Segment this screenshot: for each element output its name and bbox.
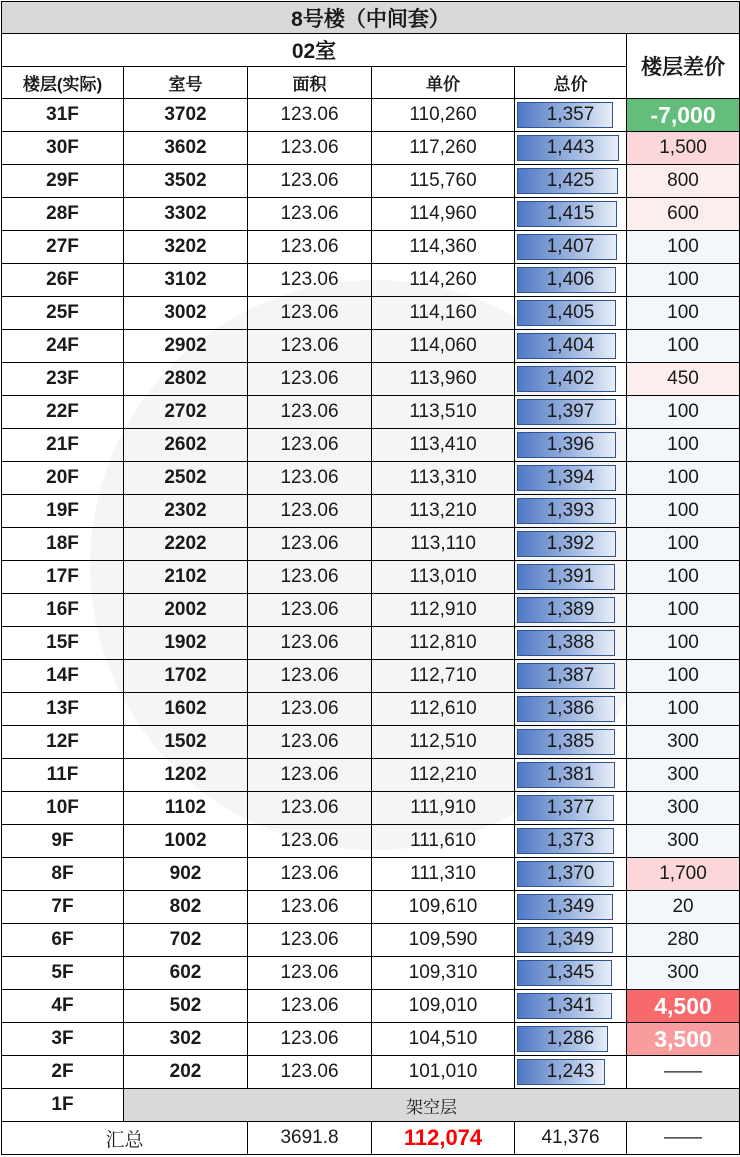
total-price-cell — [515, 759, 627, 792]
total-price-value: 1,396 — [546, 434, 595, 455]
total-price-cell — [515, 990, 627, 1023]
area-cell: 123.06 — [248, 528, 372, 561]
unit-price-cell: 104,510 — [372, 1023, 515, 1056]
total-price-cell — [515, 165, 627, 198]
floor-diff-header: 楼层差价 — [627, 34, 740, 99]
unit-price-cell: 114,960 — [372, 198, 515, 231]
room-cell: 702 — [124, 924, 248, 957]
total-price-cell — [515, 660, 627, 693]
area-cell: 123.06 — [248, 264, 372, 297]
room-cell: 502 — [124, 990, 248, 1023]
floor-diff-cell: 600 — [627, 198, 740, 231]
area-cell: 123.06 — [248, 231, 372, 264]
room-cell: 1902 — [124, 627, 248, 660]
table-row — [2, 825, 740, 858]
floor-cell: 31F — [2, 99, 124, 132]
area-cell: 123.06 — [248, 858, 372, 891]
area-cell: 123.06 — [248, 759, 372, 792]
total-price-value: 1,387 — [546, 665, 595, 686]
table-row — [2, 891, 740, 924]
unit-price-cell: 114,160 — [372, 297, 515, 330]
room-cell: 2302 — [124, 495, 248, 528]
room-cell: 1502 — [124, 726, 248, 759]
area-cell: 123.06 — [248, 1023, 372, 1056]
unit-price-cell: 113,310 — [372, 462, 515, 495]
floor-diff-cell: 3,500 — [627, 1023, 740, 1056]
table-row — [2, 858, 740, 891]
floor-diff-cell: 100 — [627, 495, 740, 528]
floor-diff-cell: 100 — [627, 561, 740, 594]
floor-diff-cell: 100 — [627, 264, 740, 297]
floor-diff-cell: 100 — [627, 660, 740, 693]
total-price-cell — [515, 462, 627, 495]
floor-diff-cell: 100 — [627, 330, 740, 363]
unit-price-cell: 114,360 — [372, 231, 515, 264]
room-cell: 1602 — [124, 693, 248, 726]
table-title: 8号楼（中间套） — [2, 2, 740, 34]
unit-price-cell: 110,260 — [372, 99, 515, 132]
total-price-value: 1,415 — [546, 203, 595, 224]
floor-cell: 13F — [2, 693, 124, 726]
table-row — [2, 297, 740, 330]
price-table — [1, 1, 740, 1155]
total-price-cell — [515, 330, 627, 363]
total-label: 汇总 — [2, 1122, 248, 1155]
table-row — [2, 660, 740, 693]
total-price-cell — [515, 363, 627, 396]
room-cell: 302 — [124, 1023, 248, 1056]
total-price-cell — [515, 297, 627, 330]
total-price-value: 1,405 — [546, 302, 595, 323]
total-price-cell — [515, 858, 627, 891]
unit-price-cell: 113,410 — [372, 429, 515, 462]
area-cell: 123.06 — [248, 198, 372, 231]
unit-price-cell: 112,210 — [372, 759, 515, 792]
unit-price-cell: 111,310 — [372, 858, 515, 891]
area-cell: 123.06 — [248, 297, 372, 330]
area-cell: 123.06 — [248, 924, 372, 957]
table-row — [2, 1023, 740, 1056]
total-row — [2, 1122, 740, 1155]
table-row — [2, 264, 740, 297]
total-price-cell — [515, 891, 627, 924]
area-header: 面积 — [248, 67, 372, 99]
area-cell: 123.06 — [248, 330, 372, 363]
table-row — [2, 165, 740, 198]
total-price-value: 1,425 — [546, 170, 595, 191]
table-row — [2, 792, 740, 825]
room-cell: 202 — [124, 1056, 248, 1089]
area-cell: 123.06 — [248, 957, 372, 990]
total-price-cell — [515, 132, 627, 165]
table-row — [2, 528, 740, 561]
floor-cell: 5F — [2, 957, 124, 990]
total-price-value: 1,349 — [546, 896, 595, 917]
area-cell: 123.06 — [248, 99, 372, 132]
total-price-value: 1,388 — [546, 632, 595, 653]
room-cell: 3202 — [124, 231, 248, 264]
floor-cell: 15F — [2, 627, 124, 660]
room-cell: 3602 — [124, 132, 248, 165]
total-price-cell — [515, 561, 627, 594]
unit-price-cell: 115,760 — [372, 165, 515, 198]
unit-price-cell: 112,810 — [372, 627, 515, 660]
floor-cell: 9F — [2, 825, 124, 858]
floor-diff-cell: 1,500 — [627, 132, 740, 165]
total-price-value: 1,341 — [546, 995, 595, 1016]
floor-cell: 27F — [2, 231, 124, 264]
unit-price-cell: 109,590 — [372, 924, 515, 957]
total-price-value: 1,402 — [546, 368, 595, 389]
floor-cell: 19F — [2, 495, 124, 528]
table-row — [2, 759, 740, 792]
unit-price-cell: 101,010 — [372, 1056, 515, 1089]
total-sum: 41,376 — [515, 1122, 627, 1155]
area-cell: 123.06 — [248, 165, 372, 198]
table-row — [2, 429, 740, 462]
floor-diff-cell: 300 — [627, 792, 740, 825]
total-price-cell — [515, 627, 627, 660]
floor-cell: 21F — [2, 429, 124, 462]
total-price-cell — [515, 528, 627, 561]
floor-header: 楼层(实际) — [2, 67, 124, 99]
floor-cell: 11F — [2, 759, 124, 792]
area-cell: 123.06 — [248, 825, 372, 858]
floor-diff-cell: 300 — [627, 759, 740, 792]
table-row — [2, 99, 740, 132]
unit-price-cell: 113,960 — [372, 363, 515, 396]
floor-cell: 2F — [2, 1056, 124, 1089]
floor-cell: 20F — [2, 462, 124, 495]
room-cell: 2502 — [124, 462, 248, 495]
unit-price-cell: 113,110 — [372, 528, 515, 561]
area-cell: 123.06 — [248, 396, 372, 429]
total-price-cell — [515, 594, 627, 627]
total-price-cell — [515, 198, 627, 231]
total-price-cell — [515, 495, 627, 528]
floor-diff-cell: 100 — [627, 396, 740, 429]
total-price-value: 1,394 — [546, 467, 595, 488]
room-cell: 3502 — [124, 165, 248, 198]
table-row — [2, 198, 740, 231]
area-cell: 123.06 — [248, 1056, 372, 1089]
floor-diff-cell: 300 — [627, 957, 740, 990]
room-cell: 3002 — [124, 297, 248, 330]
room-cell: 2102 — [124, 561, 248, 594]
total-price-value: 1,370 — [546, 863, 595, 884]
table-row — [2, 1089, 740, 1122]
total-price-value: 1,373 — [546, 830, 595, 851]
total-price-value: 1,406 — [546, 269, 595, 290]
total-price-cell — [515, 825, 627, 858]
area-cell: 123.06 — [248, 462, 372, 495]
floor-cell: 23F — [2, 363, 124, 396]
floor-cell: 17F — [2, 561, 124, 594]
room-cell: 3702 — [124, 99, 248, 132]
total-price-cell — [515, 429, 627, 462]
floor-diff-cell: 300 — [627, 726, 740, 759]
total-price-cell — [515, 693, 627, 726]
floor-cell: 6F — [2, 924, 124, 957]
table-row — [2, 132, 740, 165]
floor-cell: 30F — [2, 132, 124, 165]
total-price-value: 1,404 — [546, 335, 595, 356]
floor-cell: 24F — [2, 330, 124, 363]
unit-price-cell: 111,610 — [372, 825, 515, 858]
floor-cell: 29F — [2, 165, 124, 198]
unit-price-cell: 114,060 — [372, 330, 515, 363]
floor-diff-cell: 100 — [627, 528, 740, 561]
floor-diff-cell: 100 — [627, 594, 740, 627]
total-area: 3691.8 — [248, 1122, 372, 1155]
total-price-header: 总价 — [515, 67, 627, 99]
floor-diff-cell: 1,700 — [627, 858, 740, 891]
floor-cell: 8F — [2, 858, 124, 891]
area-cell: 123.06 — [248, 660, 372, 693]
unit-price-cell: 113,210 — [372, 495, 515, 528]
room-cell: 1702 — [124, 660, 248, 693]
area-cell: 123.06 — [248, 495, 372, 528]
table-row — [2, 561, 740, 594]
unit-price-header: 单价 — [372, 67, 515, 99]
unit-price-cell: 112,910 — [372, 594, 515, 627]
floor-diff-cell: 100 — [627, 429, 740, 462]
floor-cell: 28F — [2, 198, 124, 231]
table-row — [2, 627, 740, 660]
table-row — [2, 594, 740, 627]
unit-price-cell: 113,510 — [372, 396, 515, 429]
total-price-value: 1,386 — [546, 698, 595, 719]
floor-cell: 26F — [2, 264, 124, 297]
empty-floor-label: 架空层 — [124, 1089, 740, 1122]
room-cell: 1102 — [124, 792, 248, 825]
floor-cell: 25F — [2, 297, 124, 330]
total-price-value: 1,397 — [546, 401, 595, 422]
total-price-value: 1,357 — [546, 104, 595, 125]
room-cell: 1002 — [124, 825, 248, 858]
floor-diff-cell: 280 — [627, 924, 740, 957]
total-price-cell — [515, 1056, 627, 1089]
table-row — [2, 363, 740, 396]
average-unit-price: 112,074 — [372, 1122, 515, 1155]
total-price-value: 1,349 — [546, 929, 595, 950]
floor-diff-cell: 4,500 — [627, 990, 740, 1023]
total-price-value: 1,391 — [546, 566, 595, 587]
room-subtitle: 02室 — [2, 34, 627, 67]
room-cell: 802 — [124, 891, 248, 924]
room-cell: 2902 — [124, 330, 248, 363]
table-row — [2, 693, 740, 726]
floor-diff-cell: —— — [627, 1056, 740, 1089]
total-price-value: 1,389 — [546, 599, 595, 620]
unit-price-cell: 112,610 — [372, 693, 515, 726]
total-price-value: 1,243 — [546, 1061, 595, 1082]
total-price-value: 1,286 — [546, 1028, 595, 1049]
floor-diff-cell: 20 — [627, 891, 740, 924]
area-cell: 123.06 — [248, 792, 372, 825]
floor-cell: 12F — [2, 726, 124, 759]
room-cell: 1202 — [124, 759, 248, 792]
table-row — [2, 495, 740, 528]
floor-diff-cell: 100 — [627, 462, 740, 495]
floor-cell: 22F — [2, 396, 124, 429]
unit-price-cell: 109,010 — [372, 990, 515, 1023]
floor-cell: 16F — [2, 594, 124, 627]
floor-diff-cell: 100 — [627, 297, 740, 330]
area-cell: 123.06 — [248, 561, 372, 594]
unit-price-cell: 109,310 — [372, 957, 515, 990]
total-price-cell — [515, 726, 627, 759]
room-cell: 602 — [124, 957, 248, 990]
room-cell: 2002 — [124, 594, 248, 627]
floor-diff-cell: 100 — [627, 627, 740, 660]
floor-cell: 3F — [2, 1023, 124, 1056]
table-row — [2, 990, 740, 1023]
total-price-value: 1,407 — [546, 236, 595, 257]
area-cell: 123.06 — [248, 429, 372, 462]
table-row — [2, 396, 740, 429]
area-cell: 123.06 — [248, 627, 372, 660]
total-price-cell — [515, 264, 627, 297]
total-price-cell — [515, 99, 627, 132]
total-price-value: 1,377 — [546, 797, 595, 818]
total-price-value: 1,385 — [546, 731, 595, 752]
floor-cell: 14F — [2, 660, 124, 693]
total-diff: —— — [627, 1122, 740, 1155]
room-cell: 902 — [124, 858, 248, 891]
total-price-cell — [515, 396, 627, 429]
unit-price-cell: 111,910 — [372, 792, 515, 825]
area-cell: 123.06 — [248, 990, 372, 1023]
floor-cell: 10F — [2, 792, 124, 825]
floor-diff-cell: -7,000 — [627, 99, 740, 132]
area-cell: 123.06 — [248, 891, 372, 924]
total-price-cell — [515, 1023, 627, 1056]
floor-diff-cell: 100 — [627, 231, 740, 264]
total-price-value: 1,345 — [546, 962, 595, 983]
room-cell: 3102 — [124, 264, 248, 297]
room-header: 室号 — [124, 67, 248, 99]
floor-cell: 18F — [2, 528, 124, 561]
unit-price-cell: 113,010 — [372, 561, 515, 594]
total-price-cell — [515, 924, 627, 957]
unit-price-cell: 112,710 — [372, 660, 515, 693]
table-row — [2, 330, 740, 363]
room-cell: 2702 — [124, 396, 248, 429]
floor-diff-cell: 100 — [627, 693, 740, 726]
unit-price-cell: 109,610 — [372, 891, 515, 924]
area-cell: 123.06 — [248, 132, 372, 165]
total-price-cell — [515, 957, 627, 990]
area-cell: 123.06 — [248, 363, 372, 396]
room-cell: 2202 — [124, 528, 248, 561]
table-row — [2, 231, 740, 264]
room-cell: 2602 — [124, 429, 248, 462]
total-price-cell — [515, 792, 627, 825]
room-cell: 2802 — [124, 363, 248, 396]
total-price-value: 1,381 — [546, 764, 595, 785]
floor-diff-cell: 800 — [627, 165, 740, 198]
area-cell: 123.06 — [248, 693, 372, 726]
unit-price-cell: 117,260 — [372, 132, 515, 165]
floor-cell: 4F — [2, 990, 124, 1023]
floor-diff-cell: 450 — [627, 363, 740, 396]
floor-cell: 1F — [2, 1089, 124, 1122]
unit-price-cell: 114,260 — [372, 264, 515, 297]
total-price-cell — [515, 231, 627, 264]
table-row — [2, 462, 740, 495]
table-row — [2, 957, 740, 990]
area-cell: 123.06 — [248, 726, 372, 759]
total-price-value: 1,443 — [546, 137, 595, 158]
total-price-value: 1,393 — [546, 500, 595, 521]
room-cell: 3302 — [124, 198, 248, 231]
area-cell: 123.06 — [248, 594, 372, 627]
floor-cell: 7F — [2, 891, 124, 924]
table-row — [2, 1056, 740, 1089]
table-row — [2, 726, 740, 759]
table-row — [2, 924, 740, 957]
floor-diff-cell: 300 — [627, 825, 740, 858]
total-price-value: 1,392 — [546, 533, 595, 554]
unit-price-cell: 112,510 — [372, 726, 515, 759]
